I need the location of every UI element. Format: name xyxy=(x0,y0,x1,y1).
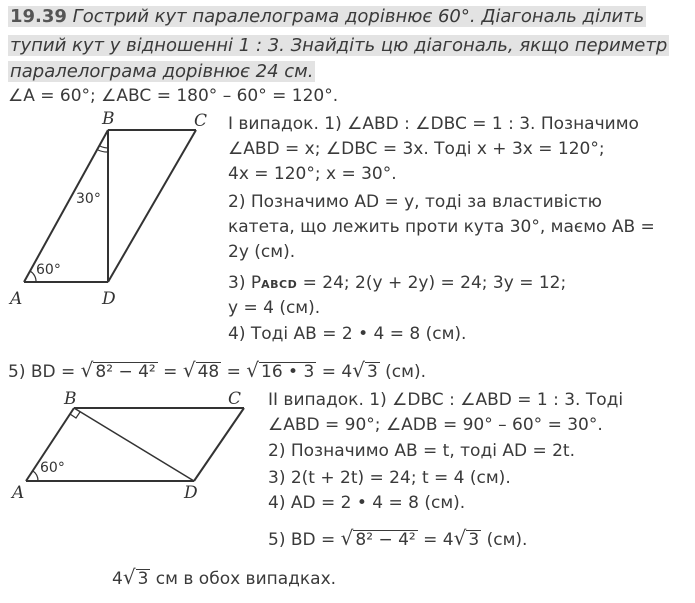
case1-bd-root-4: 3 xyxy=(366,362,378,382)
problem-line-3 xyxy=(8,58,315,86)
case2-bd-post: (см). xyxy=(481,530,528,550)
problem-line-2 xyxy=(8,32,669,60)
case1-bd-line: 5) BD = √ 8² − 4² = √ 48 = √ 16 • 3 = 4√ 3 (см). xyxy=(8,358,427,382)
fig1-angle-b-label: 30° xyxy=(76,191,101,207)
problem-text-1: Гострий кут паралелограма дорівнює 60°. Діагональ ділить xyxy=(72,6,645,27)
case1-bd-root-1: 8² − 4² xyxy=(95,362,156,382)
case1-line-3: 4x = 120°; x = 30°. xyxy=(228,164,397,184)
case1-bd-root-2: 48 xyxy=(197,362,220,382)
answer-post: см в обох випадках. xyxy=(150,569,337,589)
fig2-label-d: D xyxy=(184,483,198,503)
case2-line-4: 3) 2(t + 2t) = 24; t = 4 (см). xyxy=(268,468,511,488)
figure-1 xyxy=(8,108,223,308)
case1-line-9: 4) Тоді AB = 2 • 4 = 8 (см). xyxy=(228,324,467,344)
case1-line-8: y = 4 (см). xyxy=(228,298,321,318)
case2-bd-root-2: 3 xyxy=(468,530,480,550)
fig1-angle-b-arc-2 xyxy=(98,150,108,152)
case1-bd-eq-3: = 4 xyxy=(316,362,353,382)
case1-bd-post: (см). xyxy=(379,362,427,382)
case1-line-6: 2y (см). xyxy=(228,242,296,262)
case1-line-7 xyxy=(228,273,566,293)
case1-bd-eq-1: = xyxy=(157,362,183,382)
answer-root: 3 xyxy=(137,569,149,589)
case2-bd-pre: 5) BD = xyxy=(268,530,341,550)
case2-bd-line: 5) BD = √ 8² − 4² = 4√ 3 (см). xyxy=(268,526,528,550)
case1-perimeter-eq: = 24; 2(y + 2y) = 24; 3y = 12; xyxy=(297,273,567,293)
case1-perimeter-sub: ABCD xyxy=(261,278,298,291)
problem-number: 19.39 xyxy=(10,6,67,27)
fig1-side-cd xyxy=(108,130,196,282)
case2-bd-root-1: 8² − 4² xyxy=(355,530,416,550)
fig1-label-a: A xyxy=(10,289,23,308)
fig2-angle-a-label: 60° xyxy=(40,460,65,476)
problem-text-2: тупий кут у відношенні 1 : 3. Знайдіть цю діагональ, якщо периметр xyxy=(10,35,668,56)
fig2-label-b: B xyxy=(64,389,77,409)
fig2-diagonal-bd xyxy=(74,408,194,481)
case1-line-2: ∠ABD = x; ∠DBC = 3x. Тоді x + 3x = 120°; xyxy=(228,139,605,159)
fig1-angle-a-label: 60° xyxy=(36,262,61,278)
fig1-angle-b-arc xyxy=(100,146,108,148)
answer-pre: 4 xyxy=(112,569,123,589)
figure-2 xyxy=(8,386,258,506)
fig2-label-a: A xyxy=(12,483,25,503)
case1-bd-eq-2: = xyxy=(221,362,247,382)
fig1-label-d: D xyxy=(102,289,116,308)
case1-bd-pre: 5) BD = xyxy=(8,362,81,382)
fig1-label-c: C xyxy=(194,111,208,131)
case2-line-1: II випадок. 1) ∠DBC : ∠ABD = 1 : 3. Тоді xyxy=(268,390,624,410)
given-line: ∠A = 60°; ∠ABC = 180° – 60° = 120°. xyxy=(8,86,339,106)
answer-line: 4√ 3 см в обох випадках. xyxy=(112,565,337,589)
case1-line-4: 2) Позначимо AD = y, тоді за властивістю xyxy=(228,192,602,212)
fig2-angle-a-arc xyxy=(33,471,38,481)
case1-line-1: I випадок. 1) ∠ABD : ∠DBC = 1 : 3. Позначимо xyxy=(228,114,639,134)
case2-bd-eq: = 4 xyxy=(417,530,454,550)
case2-line-2: ∠ABD = 90°; ∠ADB = 90° – 60° = 30°. xyxy=(268,415,603,435)
case1-perimeter-label: 3) P xyxy=(228,273,262,293)
case1-bd-root-3: 16 • 3 xyxy=(261,362,315,382)
fig2-label-c: C xyxy=(228,389,242,409)
fig1-label-b: B xyxy=(102,109,115,129)
case2-line-3: 2) Позначимо AB = t, тоді AD = 2t. xyxy=(268,441,575,461)
case2-line-5: 4) AD = 2 • 4 = 8 (см). xyxy=(268,493,466,513)
case1-line-5: катета, що лежить проти кута 30°, маємо AB = xyxy=(228,217,655,237)
problem-line-1 xyxy=(8,3,646,31)
problem-text-3: паралелограма дорівнює 24 см. xyxy=(10,61,314,82)
fig2-side-cd xyxy=(194,408,244,481)
